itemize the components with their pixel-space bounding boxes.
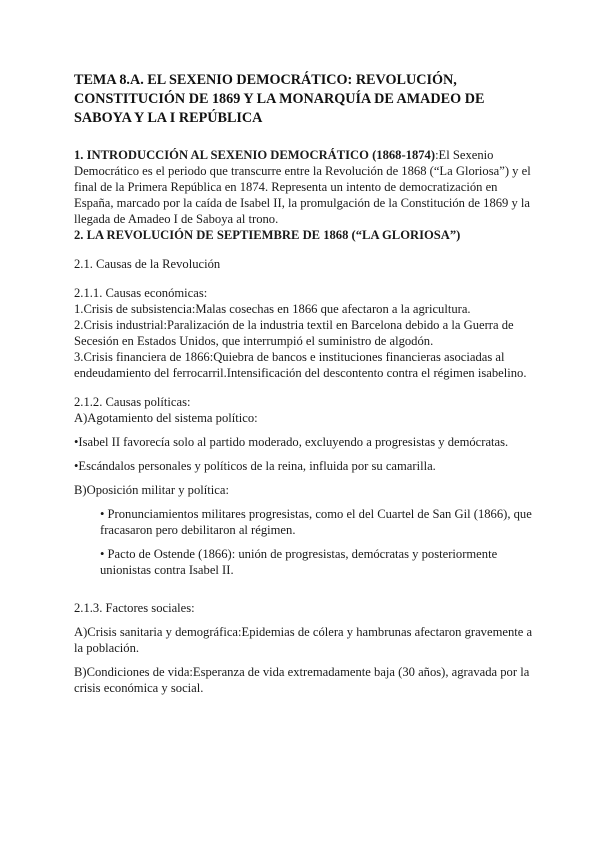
economic-cause-item: 2.Crisis industrial:Paralización de la industria textil en Barcelona debido a la Guerra de Secesión en Estados Unidos, que interrumpió el suministro de algodón. bbox=[74, 318, 514, 348]
political-cause-a-item: •Isabel II favorecía solo al partido moderado, excluyendo a progresistas y demócratas. bbox=[74, 435, 509, 449]
political-cause-b-item: • Pronunciamientos militares progresistas, como el del Cuartel de San Gil (1866), que fracasaron pero debilitaron al régimen. bbox=[100, 507, 532, 537]
political-cause-b-item: • Pacto de Ostende (1866): unión de progresistas, demócratas y posteriormente unionistas contra Isabel II. bbox=[100, 547, 498, 577]
section-2-1-heading: 2.1. Causas de la Revolución bbox=[74, 257, 221, 271]
intro-paragraph bbox=[74, 147, 534, 227]
political-cause-a-item: •Escándalos personales y políticos de la reina, influida por su camarilla. bbox=[74, 459, 436, 473]
economic-cause-item: 3.Crisis financiera de 1866:Quiebra de bancos e instituciones financieras asociadas al endeudamiento del ferrocarril.Intensificación del descontento contra el régimen isabelino. bbox=[74, 350, 527, 380]
document-title: TEMA 8.A. EL SEXENIO DEMOCRÁTICO: REVOLUCIÓN, CONSTITUCIÓN DE 1869 Y LA MONARQUÍA DE AMADEO DE SABOYA Y LA I REPÚBLICA bbox=[74, 72, 485, 126]
political-cause-b-heading: B)Oposición militar y política: bbox=[74, 483, 229, 497]
intro-text: :El Sexenio Democrático es el periodo que transcurre entre la Revolución de 1868 (“La Gloriosa”) y el final de la Primera República en 1874. Representa un intento de democratización en España, marcado por la caída de Isabel II, la promulgación de la Constitución de 1869 y la llegada de Amadeo I de Saboya al trono. bbox=[74, 148, 531, 226]
document-body bbox=[74, 71, 534, 696]
intro-heading: 1. INTRODUCCIÓN AL SEXENIO DEMOCRÁTICO (1868-1874) bbox=[74, 148, 436, 162]
social-factor-b: B)Condiciones de vida:Esperanza de vida extremadamente baja (30 años), agravada por la crisis económica y social. bbox=[74, 665, 530, 695]
political-cause-a-heading: A)Agotamiento del sistema político: bbox=[74, 411, 258, 425]
section-2-1-3-heading: 2.1.3. Factores sociales: bbox=[74, 601, 195, 615]
section-2-heading: 2. LA REVOLUCIÓN DE SEPTIEMBRE DE 1868 (“LA GLORIOSA”) bbox=[74, 228, 461, 242]
section-2-1-1-heading: 2.1.1. Causas económicas: bbox=[74, 286, 208, 300]
social-factor-a: A)Crisis sanitaria y demográfica:Epidemias de cólera y hambrunas afectaron gravemente a la población. bbox=[74, 625, 533, 655]
economic-cause-item: 1.Crisis de subsistencia:Malas cosechas en 1866 que afectaron a la agricultura. bbox=[74, 302, 471, 316]
section-2-1-2-heading: 2.1.2. Causas políticas: bbox=[74, 395, 191, 409]
